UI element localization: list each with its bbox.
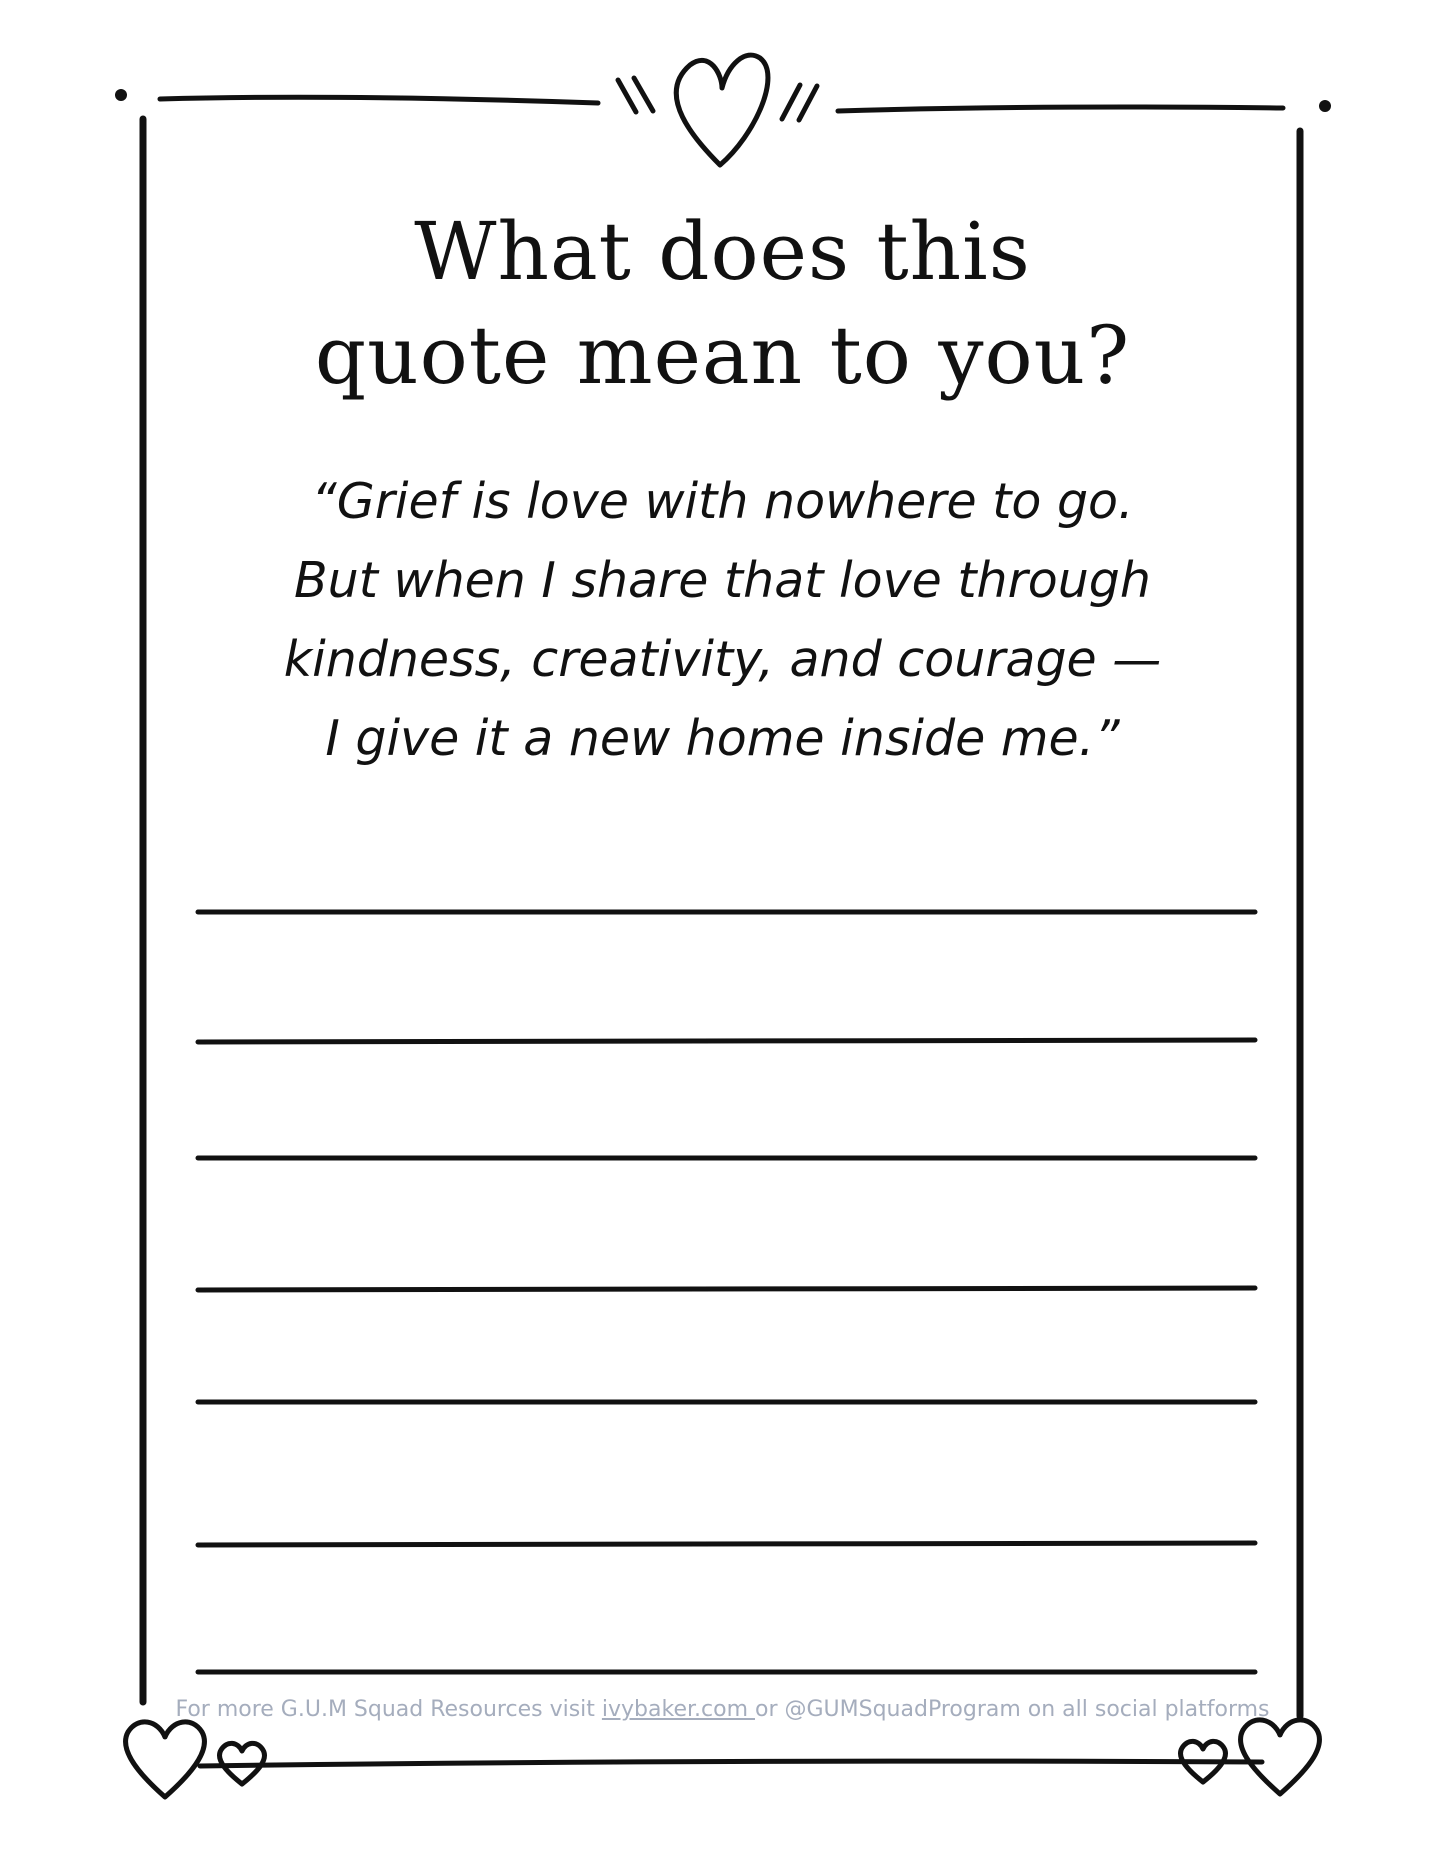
quote-line: “Grief is love with nowhere to go. — [311, 473, 1134, 530]
corner-dot — [115, 89, 127, 101]
title-line: quote mean to you? — [314, 309, 1131, 402]
writing-line — [198, 1543, 1255, 1545]
accent-stroke — [618, 80, 636, 112]
writing-line — [198, 1288, 1255, 1290]
website-link[interactable]: ivybaker.com — [601, 1697, 755, 1722]
corner-dot — [1319, 100, 1331, 112]
top-border-left — [160, 97, 598, 103]
heart-icon — [1241, 1720, 1320, 1794]
quote-text — [0, 462, 1445, 778]
quote-line: kindness, creativity, and courage — — [283, 631, 1162, 688]
quote-line: I give it a new home inside me.” — [325, 710, 1120, 767]
accent-stroke — [782, 85, 800, 119]
accent-stroke — [634, 78, 653, 111]
footer-suffix: or @GUMSquadProgram on all social platforms — [755, 1697, 1270, 1722]
footer-note — [0, 1697, 1445, 1722]
heart-icon — [126, 1722, 205, 1797]
page-title — [0, 200, 1445, 408]
accent-stroke — [799, 86, 817, 120]
bottom-border — [200, 1761, 1262, 1766]
writing-lines — [198, 912, 1255, 1672]
top-border-right — [838, 107, 1283, 111]
title-line: What does this — [414, 205, 1031, 298]
quote-line: But when I share that love through — [294, 552, 1151, 609]
writing-line — [198, 1040, 1255, 1042]
heart-icon — [676, 55, 768, 165]
footer-prefix: For more G.U.M Squad Resources visit — [175, 1697, 602, 1722]
